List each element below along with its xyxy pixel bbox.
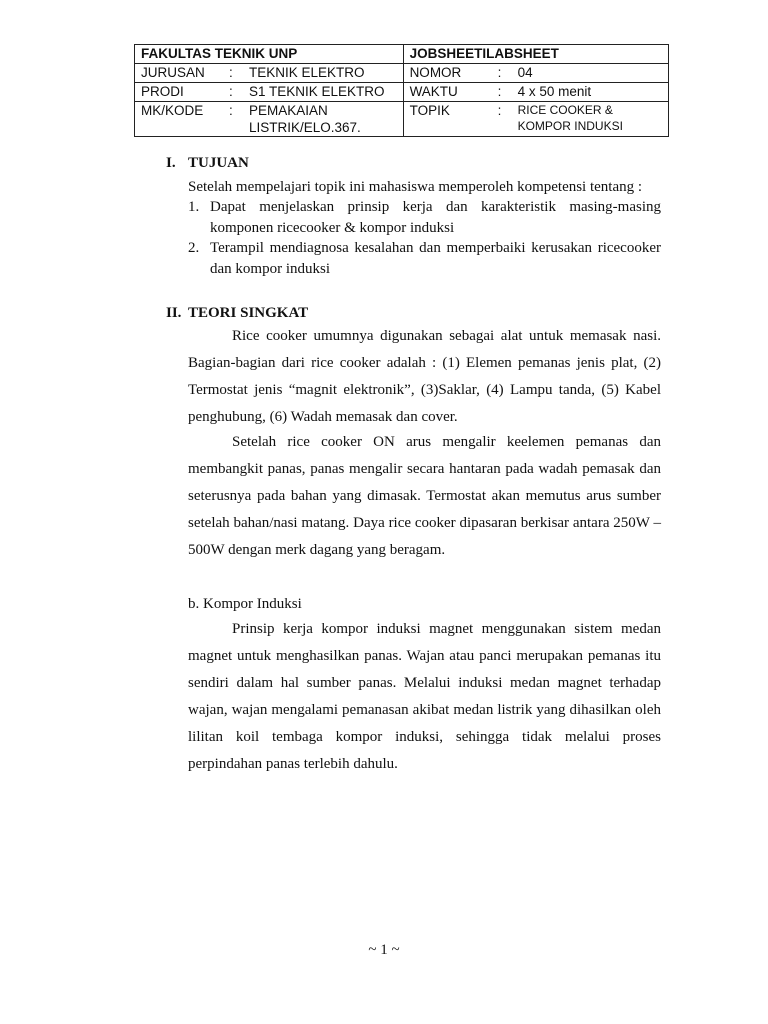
faculty-cell: FAKULTAS TEKNIK UNP (135, 45, 404, 64)
section-1-heading (166, 155, 249, 172)
list-number: 2. (188, 240, 200, 256)
list-item (188, 238, 661, 279)
topik-cell (403, 102, 668, 137)
list-text: Dapat menjelaskan prinsip kerja dan karakteristik masing-masing komponen ricecooker & kompor induksi (210, 199, 661, 236)
page-number: ~ 1 ~ (368, 942, 400, 958)
separator: : (229, 84, 233, 99)
mk-kode-key: MK/KODE (141, 103, 204, 118)
mk-kode-cell (135, 102, 404, 137)
objectives-list (188, 197, 661, 279)
list-text: Terampil mendiagnosa kesalahan dan memperbaiki kerusakan ricecooker dan kompor induksi (210, 240, 661, 277)
subsection-b-title: b. Kompor Induksi (188, 596, 302, 612)
paragraph-induction-stove (188, 616, 661, 778)
list-number: 1. (188, 199, 200, 215)
section-1-intro: Setelah mempelajari topik ini mahasiswa memperoleh kompetensi tentang : (188, 179, 643, 195)
separator: : (497, 65, 502, 80)
section-2-heading (166, 305, 308, 322)
jurusan-value: TEKNIK ELEKTRO (249, 65, 365, 80)
topik-key: TOPIK (409, 103, 450, 118)
jurusan-cell (135, 64, 404, 83)
paragraph-rice-cooker-working (188, 429, 661, 564)
section-2-title: TEORI SINGKAT (188, 305, 309, 321)
topik-value: RICE COOKER & KOMPOR INDUKSI (517, 103, 623, 133)
section-2-number: II. (166, 305, 182, 321)
prodi-key: PRODI (141, 84, 184, 99)
paragraph-text: Setelah rice cooker ON arus mengalir keelemen pemanas dan membangkit panas, panas mengalir secara hantaran pada wadah pemasak dan seterusnya pada bahan yang dimasak. Termostat akan memutus arus sumber setelah bahan/nasi matang. Daya rice cooker dipasaran berkisar antara 250W – 500W dengan merk dagang yang beragam. (188, 434, 661, 558)
separator: : (497, 84, 502, 99)
nomor-value: 04 (517, 65, 533, 80)
jurusan-key: JURUSAN (141, 65, 205, 80)
paragraph-text: Rice cooker umumnya digunakan sebagai alat untuk memasak nasi. Bagian-bagian dari rice cooker adalah : (1) Elemen pemanas jenis plat, (2) Termostat jenis “magnit elektronik”, (3)Saklar, (4) Lampu tanda, (5) Kabel penghubung, (6) Wadah memasak dan cover. (188, 328, 661, 425)
waktu-key: WAKTU (409, 84, 458, 99)
paragraph-text: Prinsip kerja kompor induksi magnet menggunakan sistem medan magnet untuk menghasilkan panas. Wajan atau panci merupakan pemanas itu sendiri dalam hal sumber panas. Melalui induksi medan magnet terhadap wajan, wajan mengalami pemanasan akibat medan listrik yang dihasilkan oleh lilitan koil tembaga kompor induksi, sehingga tidak melalui proses perpindahan panas terlebih dahulu. (188, 621, 661, 772)
waktu-value: 4 x 50 menit (517, 84, 592, 99)
section-1-number: I. (166, 155, 176, 171)
doc-type-cell: JOBSHEETILABSHEET (403, 45, 668, 64)
prodi-value: S1 TEKNIK ELEKTRO (249, 84, 385, 99)
list-item (188, 197, 661, 238)
separator: : (229, 103, 233, 118)
header-table (134, 44, 669, 137)
waktu-cell (403, 83, 668, 102)
separator: : (497, 103, 502, 118)
mk-kode-value: PEMAKAIAN LISTRIK/ELO.367. (249, 103, 361, 135)
nomor-cell (403, 64, 668, 83)
prodi-cell (135, 83, 404, 102)
nomor-key: NOMOR (409, 65, 462, 80)
separator: : (229, 65, 233, 80)
paragraph-rice-cooker-parts (188, 323, 661, 431)
section-1-title: TUJUAN (188, 155, 249, 171)
